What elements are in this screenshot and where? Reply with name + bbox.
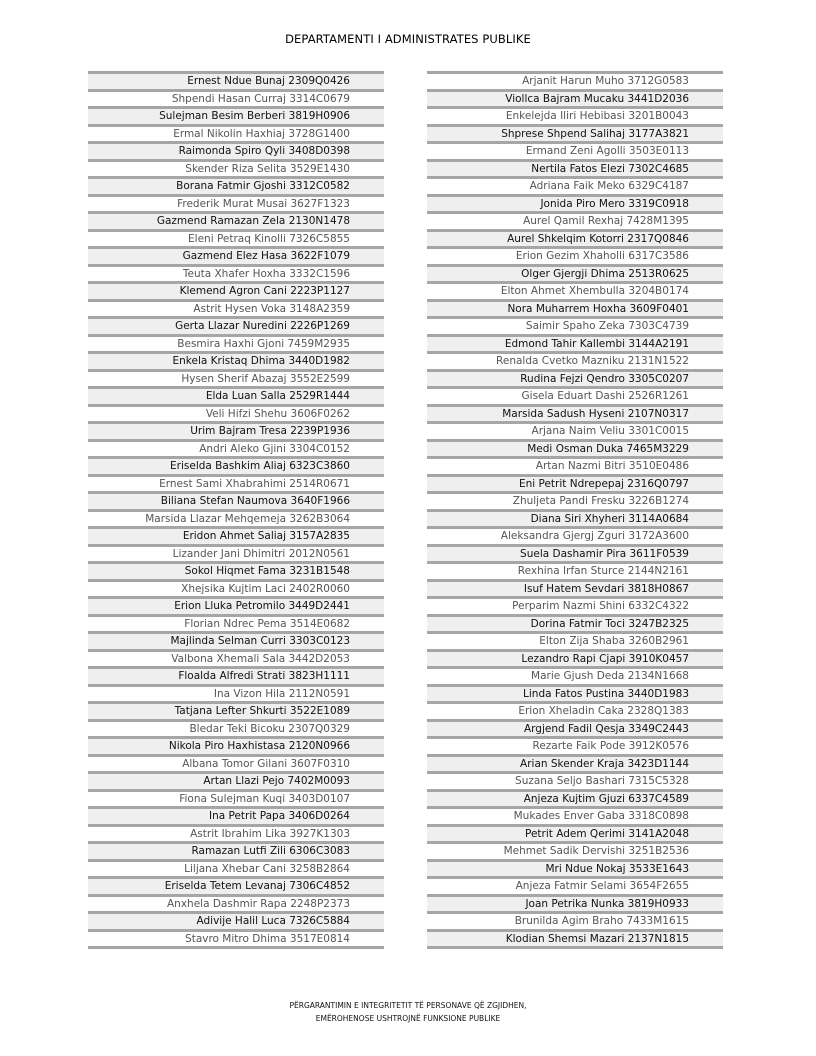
list-item: Shprese Shpend Salihaj 3177A3821	[427, 124, 723, 142]
list-item: Adivije Halil Luca 7326C5884	[88, 911, 384, 929]
list-item: Olger Gjergji Dhima 2513R0625	[427, 264, 723, 282]
footer-line-1: PËRGARANTIMIN E INTEGRITETIT TË PERSONAVE QË ZGJIDHEN,	[289, 1001, 527, 1010]
list-item: Ernest Ndue Bunaj 2309Q0426	[88, 71, 384, 89]
list-item: Viollca Bajram Mucaku 3441D2036	[427, 89, 723, 107]
list-item: Elda Luan Salla 2529R1444	[88, 386, 384, 404]
list-item: Isuf Hatem Sevdari 3818H0867	[427, 579, 723, 597]
list-item: Marie Gjush Deda 2134N1668	[427, 666, 723, 684]
list-item: Anjeza Kujtim Gjuzi 6337C4589	[427, 789, 723, 807]
list-item: Arjana Naim Veliu 3301C0015	[427, 421, 723, 439]
list-item: Artan Nazmi Bitri 3510E0486	[427, 456, 723, 474]
list-item: Aleksandra Gjergj Zguri 3172A3600	[427, 526, 723, 544]
list-item: Lizander Jani Dhimitri 2012N0561	[88, 544, 384, 562]
list-item: Hysen Sherif Abazaj 3552E2599	[88, 369, 384, 387]
list-item: Erion Gezim Xhaholli 6317C3586	[427, 246, 723, 264]
list-item: Klodian Shemsi Mazari 2137N1815	[427, 929, 723, 950]
footer	[0, 999, 816, 1025]
list-item: Aurel Qamil Rexhaj 7428M1395	[427, 211, 723, 229]
list-item: Urim Bajram Tresa 2239P1936	[88, 421, 384, 439]
list-item: Valbona Xhemali Sala 3442D2053	[88, 649, 384, 667]
list-item: Marsida Llazar Mehqemeja 3262B3064	[88, 509, 384, 527]
list-item: Albana Tomor Gilani 3607F0310	[88, 754, 384, 772]
list-item: Argjend Fadil Qesja 3349C2443	[427, 719, 723, 737]
right-name-list	[427, 71, 723, 949]
list-item: Gazmend Ramazan Zela 2130N1478	[88, 211, 384, 229]
list-item: Mukades Enver Gaba 3318C0898	[427, 806, 723, 824]
page-title: DEPARTAMENTI I ADMINISTRATES PUBLIKE	[285, 32, 531, 46]
list-item: Anxhela Dashmir Rapa 2248P2373	[88, 894, 384, 912]
list-item: Eridon Ahmet Saliaj 3157A2835	[88, 526, 384, 544]
list-item: Ernest Sami Xhabrahimi 2514R0671	[88, 474, 384, 492]
list-item: Arian Skender Kraja 3423D1144	[427, 754, 723, 772]
list-item: Suzana Seljo Bashari 7315C5328	[427, 771, 723, 789]
list-item: Enkelejda Iliri Hebibasi 3201B0043	[427, 106, 723, 124]
list-item: Joan Petrika Nunka 3819H0933	[427, 894, 723, 912]
list-item: Medi Osman Duka 7465M3229	[427, 439, 723, 457]
list-item: Liljana Xhebar Cani 3258B2864	[88, 859, 384, 877]
list-item: Biliana Stefan Naumova 3640F1966	[88, 491, 384, 509]
list-item: Floalda Alfredi Strati 3823H1111	[88, 666, 384, 684]
list-item: Saimir Spaho Zeka 7303C4739	[427, 316, 723, 334]
list-item: Artan Llazi Pejo 7402M0093	[88, 771, 384, 789]
list-item: Dorina Fatmir Toci 3247B2325	[427, 614, 723, 632]
list-item: Petrit Adem Qerimi 3141A2048	[427, 824, 723, 842]
list-item: Mri Ndue Nokaj 3533E1643	[427, 859, 723, 877]
list-item: Renalda Cvetko Mazniku 2131N1522	[427, 351, 723, 369]
list-item: Eriselda Tetem Levanaj 7306C4852	[88, 876, 384, 894]
list-item: Eriselda Bashkim Aliaj 6323C3860	[88, 456, 384, 474]
list-item: Anjeza Fatmir Selami 3654F2655	[427, 876, 723, 894]
list-item: Teuta Xhafer Hoxha 3332C1596	[88, 264, 384, 282]
list-item: Eleni Petraq Kinolli 7326C5855	[88, 229, 384, 247]
list-item: Majlinda Selman Curri 3303C0123	[88, 631, 384, 649]
list-item: Ina Petrit Papa 3406D0264	[88, 806, 384, 824]
list-item: Frederik Murat Musai 3627F1323	[88, 194, 384, 212]
list-item: Linda Fatos Pustina 3440D1983	[427, 684, 723, 702]
list-item: Jonida Piro Mero 3319C0918	[427, 194, 723, 212]
list-item: Gazmend Elez Hasa 3622F1079	[88, 246, 384, 264]
list-item: Nora Muharrem Hoxha 3609F0401	[427, 299, 723, 317]
list-item: Elton Zija Shaba 3260B2961	[427, 631, 723, 649]
list-item: Eni Petrit Ndrepepaj 2316Q0797	[427, 474, 723, 492]
list-item: Ermand Zeni Agolli 3503E0113	[427, 141, 723, 159]
list-item: Arjanit Harun Muho 3712G0583	[427, 71, 723, 89]
list-item: Zhuljeta Pandi Fresku 3226B1274	[427, 491, 723, 509]
list-item: Raimonda Spiro Qyli 3408D0398	[88, 141, 384, 159]
list-item: Besmira Haxhi Gjoni 7459M2935	[88, 334, 384, 352]
list-item: Astrit Hysen Voka 3148A2359	[88, 299, 384, 317]
list-item: Rudina Fejzi Qendro 3305C0207	[427, 369, 723, 387]
left-name-list	[88, 71, 384, 949]
list-item: Shpendi Hasan Curraj 3314C0679	[88, 89, 384, 107]
list-item: Elton Ahmet Xhembulla 3204B0174	[427, 281, 723, 299]
list-item: Xhejsika Kujtim Laci 2402R0060	[88, 579, 384, 597]
list-item: Stavro Mitro Dhima 3517E0814	[88, 929, 384, 950]
list-item: Mehmet Sadik Dervishi 3251B2536	[427, 841, 723, 859]
list-item: Enkela Kristaq Dhima 3440D1982	[88, 351, 384, 369]
list-item: Ermal Nikolin Haxhiaj 3728G1400	[88, 124, 384, 142]
list-item: Edmond Tahir Kallembi 3144A2191	[427, 334, 723, 352]
list-item: Ramazan Lutfi Zili 6306C3083	[88, 841, 384, 859]
list-item: Florian Ndrec Pema 3514E0682	[88, 614, 384, 632]
list-item: Fiona Sulejman Kuqi 3403D0107	[88, 789, 384, 807]
list-item: Sokol Hiqmet Fama 3231B1548	[88, 561, 384, 579]
list-item: Nertila Fatos Elezi 7302C4685	[427, 159, 723, 177]
list-item: Veli Hifzi Shehu 3606F0262	[88, 404, 384, 422]
list-item: Nikola Piro Haxhistasa 2120N0966	[88, 736, 384, 754]
list-item: Rezarte Faik Pode 3912K0576	[427, 736, 723, 754]
list-item: Andri Aleko Gjini 3304C0152	[88, 439, 384, 457]
list-item: Sulejman Besim Berberi 3819H0906	[88, 106, 384, 124]
list-item: Diana Siri Xhyheri 3114A0684	[427, 509, 723, 527]
list-item: Marsida Sadush Hyseni 2107N0317	[427, 404, 723, 422]
list-item: Astrit Ibrahim Lika 3927K1303	[88, 824, 384, 842]
list-item: Aurel Shkelqim Kotorri 2317Q0846	[427, 229, 723, 247]
list-item: Klemend Agron Cani 2223P1127	[88, 281, 384, 299]
list-item: Ina Vizon Hila 2112N0591	[88, 684, 384, 702]
list-item: Borana Fatmir Gjoshi 3312C0582	[88, 176, 384, 194]
footer-line-2: EMËROHENOSE USHTROJNË FUNKSIONE PUBLIKE	[315, 1014, 501, 1023]
list-item: Adriana Faik Meko 6329C4187	[427, 176, 723, 194]
list-item: Rexhina Irfan Sturce 2144N2161	[427, 561, 723, 579]
list-item: Erion Xheladin Caka 2328Q1383	[427, 701, 723, 719]
list-item: Gerta Llazar Nuredini 2226P1269	[88, 316, 384, 334]
list-item: Gisela Eduart Dashi 2526R1261	[427, 386, 723, 404]
list-item: Erion Lluka Petromilo 3449D2441	[88, 596, 384, 614]
list-item: Skender Riza Selita 3529E1430	[88, 159, 384, 177]
list-item: Suela Dashamir Pira 3611F0539	[427, 544, 723, 562]
list-item: Bledar Teki Bicoku 2307Q0329	[88, 719, 384, 737]
list-item: Lezandro Rapi Cjapi 3910K0457	[427, 649, 723, 667]
list-item: Tatjana Lefter Shkurti 3522E1089	[88, 701, 384, 719]
list-item: Brunilda Agim Braho 7433M1615	[427, 911, 723, 929]
list-item: Perparim Nazmi Shini 6332C4322	[427, 596, 723, 614]
